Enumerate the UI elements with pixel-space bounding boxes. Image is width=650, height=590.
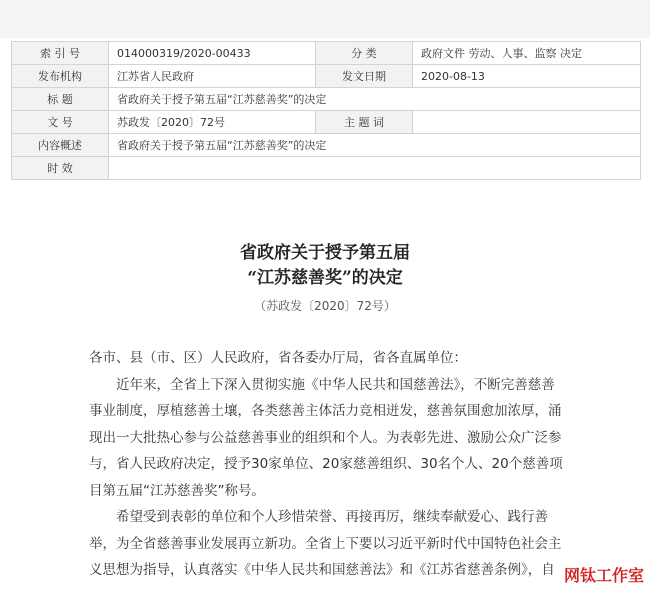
label-validity: 时 效 <box>12 157 109 180</box>
table-row <box>12 157 641 180</box>
label-index-number: 索 引 号 <box>12 42 109 65</box>
value-keywords <box>413 111 641 134</box>
label-keywords: 主 题 词 <box>316 111 413 134</box>
table-row <box>12 134 641 157</box>
table-row <box>12 65 641 88</box>
document-number: （苏政发〔2020〕72号） <box>254 299 396 313</box>
document-title-line-2: “江苏慈善奖”的决定 <box>247 268 403 288</box>
table-row <box>12 88 641 111</box>
label-doc-number: 文 号 <box>12 111 109 134</box>
label-issue-date: 发文日期 <box>316 65 413 88</box>
value-publisher: 江苏省人民政府 <box>109 65 316 88</box>
value-doc-number: 苏政发〔2020〕72号 <box>109 111 316 134</box>
label-title: 标 题 <box>12 88 109 111</box>
label-summary: 内容概述 <box>12 134 109 157</box>
value-validity <box>109 157 641 180</box>
value-index-number: 014000319/2020-00433 <box>109 42 316 65</box>
value-issue-date: 2020-08-13 <box>413 65 641 88</box>
value-title: 省政府关于授予第五届“江苏慈善奖”的决定 <box>109 88 641 111</box>
top-bar <box>0 0 650 38</box>
table-row <box>12 111 641 134</box>
table-row <box>12 42 641 65</box>
watermark-text: 网钛工作室 <box>562 563 646 586</box>
document-title-line-1: 省政府关于授予第五届 <box>240 243 410 263</box>
label-publisher: 发布机构 <box>12 65 109 88</box>
value-summary: 省政府关于授予第五届“江苏慈善奖”的决定 <box>109 134 641 157</box>
paragraph: 希望受到表彰的单位和个人珍惜荣誉、再接再厉，继续奉献爱心、践行善举，为全省慈善事业发展再立新功。全省上下要以习近平新时代中国特色社会主义思想为指导，认真落实《中华人民共和国慈善法》和《江苏省慈善条例》，自 <box>89 509 562 578</box>
metadata-table <box>11 41 641 180</box>
value-category: 政府文件 劳动、人事、监察 决定 <box>413 42 641 65</box>
label-category: 分 类 <box>316 42 413 65</box>
salutation: 各市、县（市、区）人民政府，省各委办厅局，省各直属单位： <box>89 350 467 366</box>
document-body <box>89 345 564 584</box>
paragraph: 近年来，全省上下深入贯彻实施《中华人民共和国慈善法》，不断完善慈善事业制度，厚植慈善土壤，各类慈善主体活力竞相迸发，慈善氛围愈加浓厚，涌现出一大批热心参与公益慈善事业的组织和个人。为表彰先进、激励公众广泛参与，省人民政府决定，授予30家单位、20家慈善组织、30名个人、20个慈善项目第五届“江苏慈善奖”称号。 <box>89 376 563 499</box>
